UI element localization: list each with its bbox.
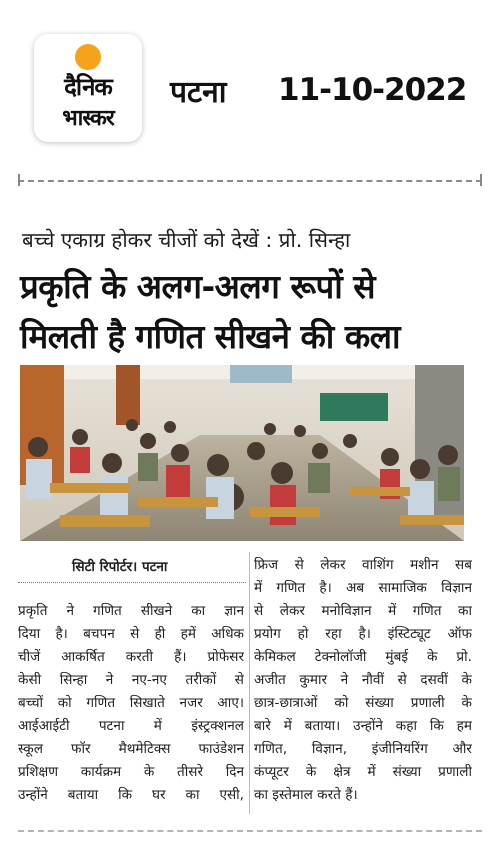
- right-column-line: का इस्तेमाल करते हैं।: [254, 787, 358, 803]
- edition-date: 11-10-2022: [278, 72, 467, 108]
- byline-divider: [18, 582, 246, 583]
- right-column-line: फ्रिज से लेकर वाशिंग मशीन सब: [254, 557, 472, 573]
- article-right-column: [254, 554, 472, 807]
- logo-sun-icon: [75, 44, 101, 70]
- right-column-line: कंप्यूटर के क्षेत्र में संख्या प्रणाली: [254, 764, 472, 780]
- right-column-line: गणित, विज्ञान, इंजीनियरिंग और: [254, 741, 472, 757]
- byline: सिटी रिपोर्टर। पटना: [72, 559, 168, 575]
- article-left-column: [18, 600, 244, 807]
- left-column-line: चीजें आकर्षित करती हैं। प्रोफेसर: [18, 649, 244, 665]
- clipping-top-border: [18, 180, 482, 182]
- dainik-bhaskar-logo: [34, 34, 142, 142]
- right-column-line: छात्र-छात्राओं को संख्या प्रणाली के: [254, 695, 472, 711]
- logo-line1: दैनिक: [64, 73, 112, 101]
- edition-city: पटना: [170, 75, 227, 110]
- left-column-line: बच्चों को गणित सिखाते नजर आए।: [18, 695, 244, 711]
- left-column-line: प्रशिक्षण कार्यक्रम के तीसरे दिन: [18, 764, 244, 780]
- clipping-bottom-border: [18, 830, 482, 832]
- left-column-line: आईआईटी पटना में इंस्ट्रक्शनल: [18, 718, 244, 734]
- right-column-line: प्रयोग हो रहा है। इंस्टिट्यूट ऑफ: [254, 626, 472, 642]
- column-divider: [249, 552, 250, 814]
- left-column-line: दिया है। बचपन से ही हमें अधिक: [18, 626, 244, 642]
- classroom-photo-image: [20, 365, 464, 541]
- left-column-line: केसी सिन्हा ने नए-नए तरीकों से: [18, 672, 244, 688]
- right-column-line: अजीत कुमार ने नौवीं से दसवीं के: [254, 672, 472, 688]
- left-column-line: स्कूल फॉर मैथमेटिक्स फाउंडेशन: [18, 741, 244, 757]
- article-kicker: बच्चे एकाग्र होकर चीजों को देखें : प्रो. सिन्हा: [22, 228, 351, 252]
- right-column-line: से लेकर मनोविज्ञान में गणित का: [254, 603, 472, 619]
- headline-line1: प्रकृति के अलग-अलग रूपों से: [20, 267, 376, 306]
- classroom-photo: [20, 365, 464, 541]
- right-column-line: बारे में बताया। उन्होंने कहा कि हम: [254, 718, 472, 734]
- left-column-line: उन्होंने बताया कि घर का एसी,: [18, 787, 244, 803]
- right-column-line: में गणित है। अब सामाजिक विज्ञान: [254, 580, 472, 596]
- logo-line2: भास्कर: [62, 106, 114, 131]
- right-column-line: केमिकल टेक्नोलॉजी मुंबई के प्रो.: [254, 649, 472, 665]
- headline-line2: मिलती है गणित सीखने की कला: [20, 317, 401, 356]
- left-column-line: प्रकृति ने गणित सीखने का ज्ञान: [18, 603, 244, 619]
